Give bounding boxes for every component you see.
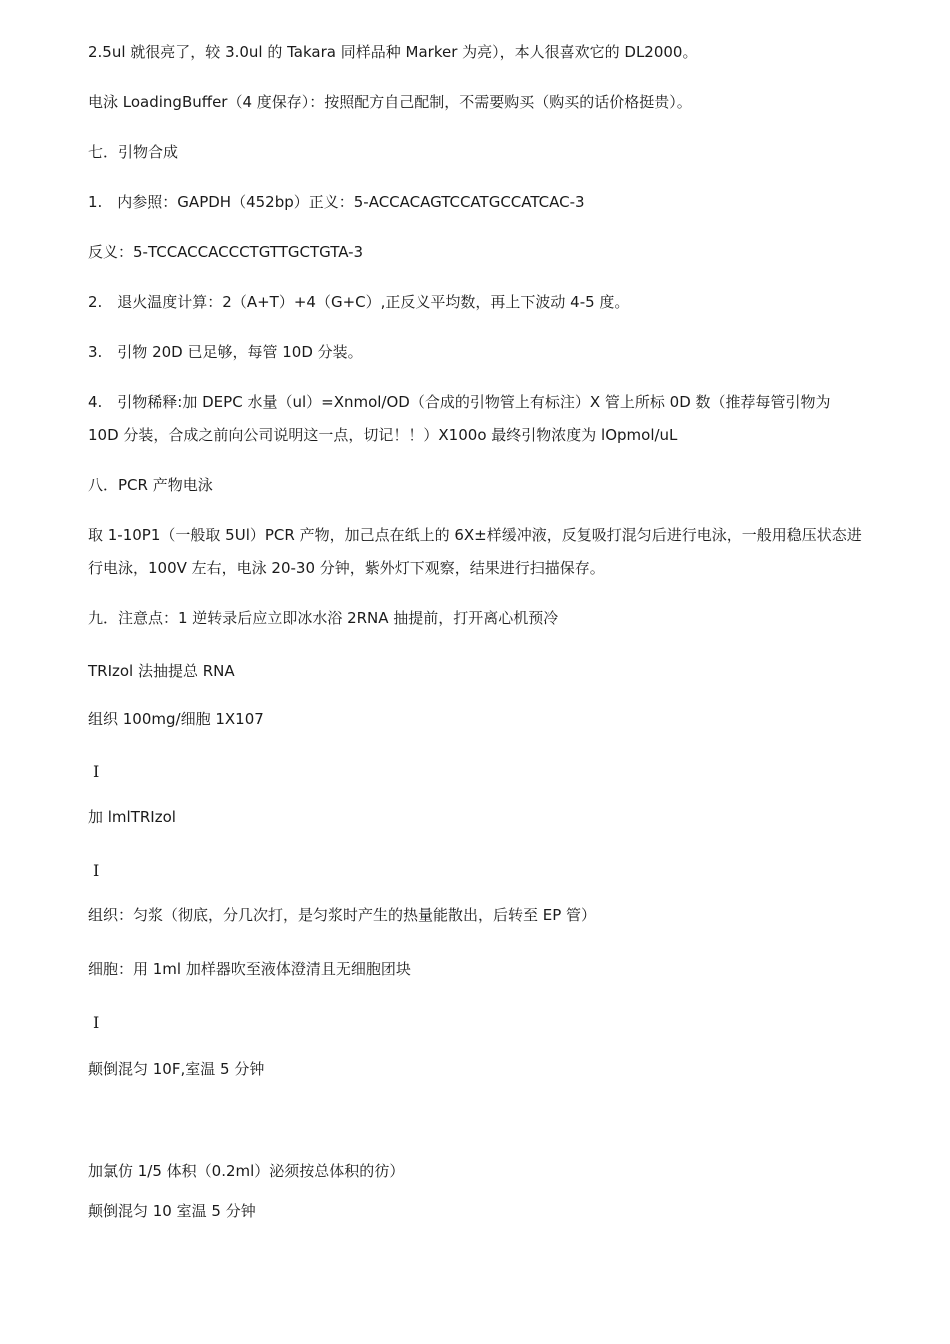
text-line: TRIzol 法抽提总 RNA	[88, 662, 235, 680]
section-heading: 八．PCR 产物电泳	[88, 476, 213, 494]
text-line: 反义：5-TCCACCACCCTGTTGCTGTA-3	[88, 243, 364, 261]
paragraph: 取 1-10P1（一般取 5Ul）PCR 产物，加己点在纸上的 6X±样缓冲液，反复吸打混匀后进行电泳，一般用稳压状态进行电泳，100V 左右，电泳 20-30 分钟，紫外灯下观察，结果进行扫描保存。	[88, 526, 862, 577]
text-line: 电泳 LoadingBuffer（4 度保存）：按照配方自己配制，不需要购买（购买的话价格挺贵）。	[88, 93, 692, 111]
flow-arrow: I	[93, 1013, 100, 1032]
text-line: 颠倒混匀 10 室温 5 分钟	[88, 1202, 256, 1220]
list-item: 3. 引物 20D 已足够，每管 10D 分装。	[88, 343, 363, 361]
text-line: 颠倒混匀 10F,室温 5 分钟	[88, 1060, 265, 1078]
text-line: 加氯仿 1/5 体积（0.2ml）泌须按总体积的彷）	[88, 1162, 405, 1180]
text-line: 加 lmlTRIzol	[88, 808, 176, 826]
list-item: 4. 引物稀释:加 DEPC 水量（ul）=Xnmol/OD（合成的引物管上有标注）X 管上所标 0D 数（推荐每管引物为 10D 分装，合成之前向公司说明这一点，切记！！）X100o 最终引物浓度为 lOpmol/uL	[88, 393, 831, 444]
text-line: 组织 100mg/细胞 1X107	[88, 710, 264, 728]
text-line: 2.5ul 就很亮了，较 3.0ul 的 Takara 同样品种 Marker 为亮），本人很喜欢它的 DL2000。	[88, 43, 698, 61]
section-heading: 七．引物合成	[88, 143, 179, 161]
section-heading: 九．注意点：1 逆转录后应立即冰水浴 2RNA 抽提前，打开离心机预冷	[88, 609, 559, 627]
flow-arrow: I	[93, 762, 100, 781]
text-line: 细胞：用 1ml 加样器吹至液体澄清且无细胞团块	[88, 960, 411, 978]
list-item: 2. 退火温度计算：2（A+T）+4（G+C）,正反义平均数，再上下波动 4-5 度。	[88, 293, 630, 311]
text-line: 组织：匀浆（彻底，分几次打，是匀浆时产生的热量能散出，后转至 EP 管）	[88, 906, 597, 924]
list-item: 1. 内参照：GAPDH（452bp）正义：5-ACCACAGTCCATGCCATCAC-3	[88, 193, 585, 211]
flow-arrow: I	[93, 861, 100, 880]
